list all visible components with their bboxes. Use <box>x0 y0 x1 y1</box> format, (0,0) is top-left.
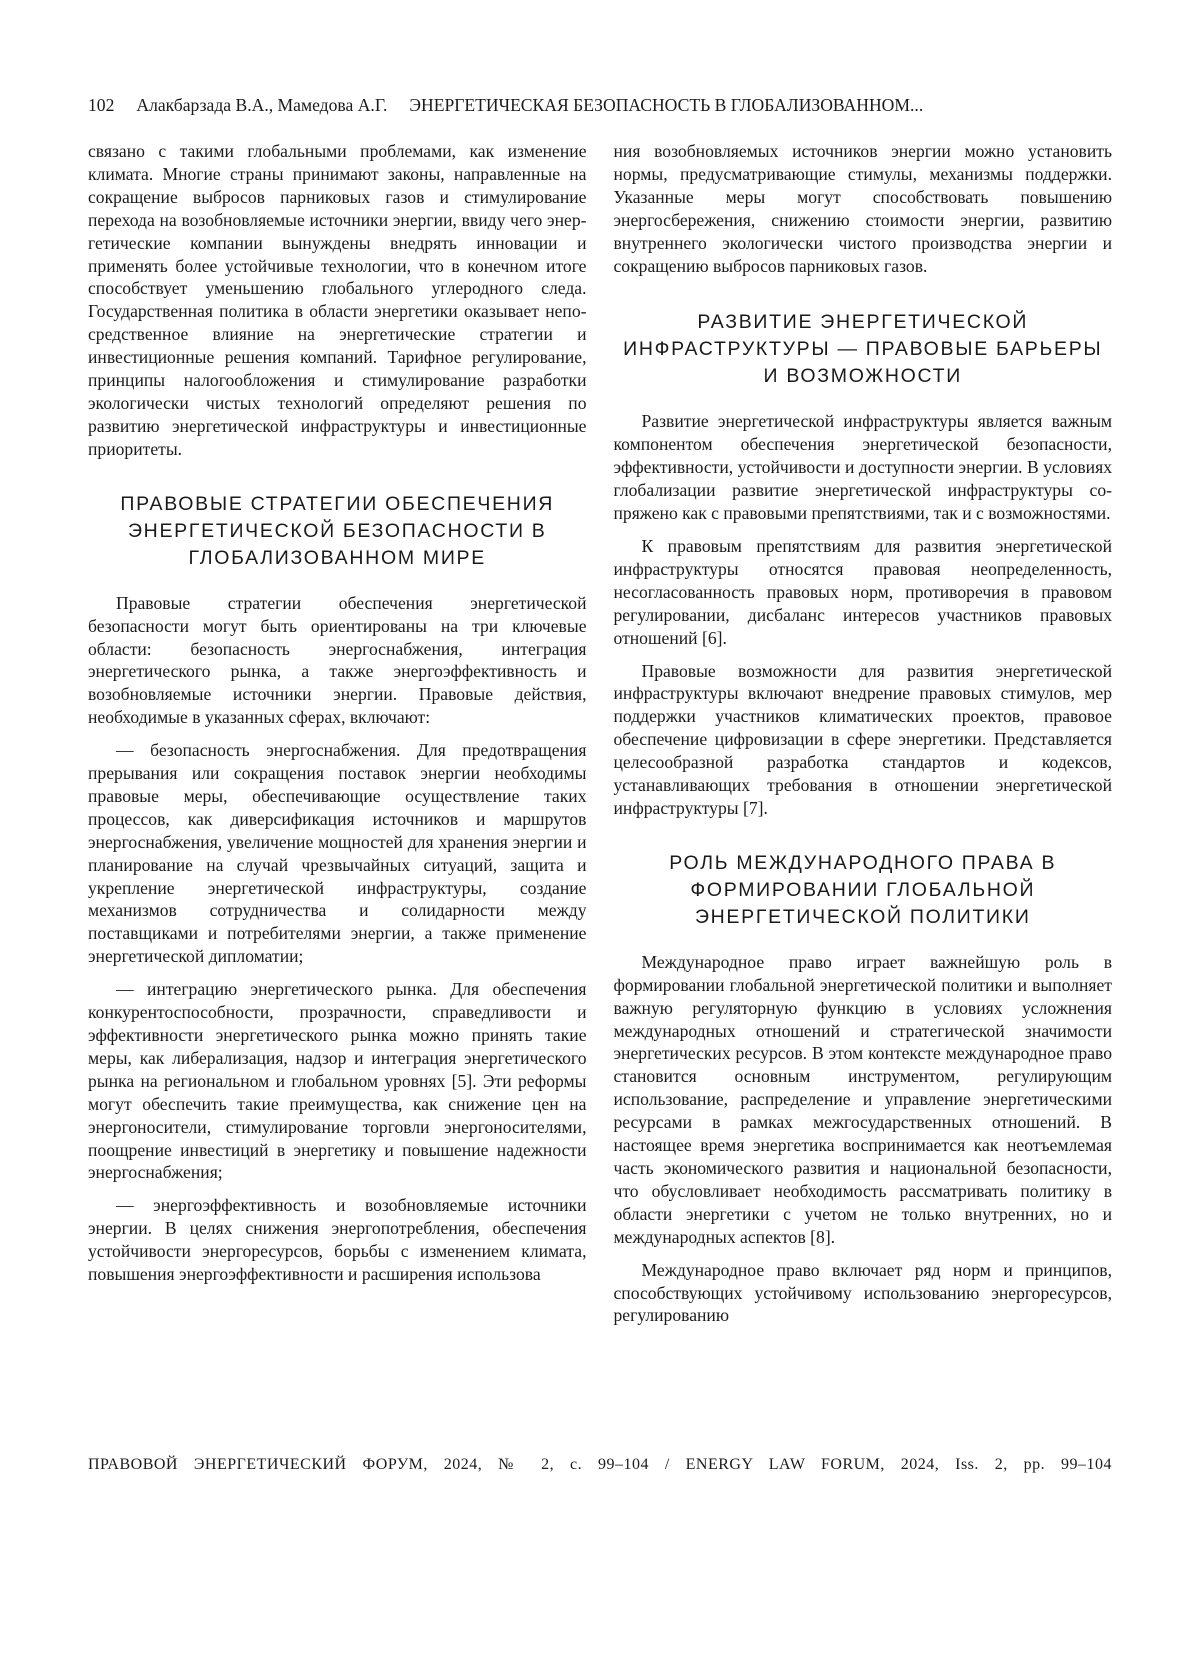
header-running-title: ЭНЕРГЕТИЧЕСКАЯ БЕЗОПАСНОСТЬ В ГЛОБАЛИЗОВАННОМ... <box>409 95 924 115</box>
paragraph: Правовые стратегии обеспечения энергетической безопасности могут быть ориентированы на три ключевые области: безопасность энергоснабжения, интеграция энергетического рынка, а также энергоэффективность и возобновляемые источники энергии. Правовые действия, необходимые в указанных сферах, включают: <box>88 592 587 728</box>
paragraph: Развитие энергетической инфраструктуры является важным компонентом обеспечения энергетической безопасности, эффективности, устойчивости и доступности энергии. В условиях глобализации развитие энергетической инфраструктуры сопряжено как с правовыми препятствиями, так и с возможностями. <box>613 411 1112 524</box>
page-number: 102 <box>88 95 115 115</box>
paragraph: связано с такими глобальными проблемами, как изменение климата. Многие страны принимают законы, направленные на сокращение выбросов парниковых газов и стимулирование перехода на возобновляемые источники энергии, ввиду чего энергетические компании вынуждены внедрять инновации и применять более устойчивые технологии, что в конечном итоге способствует уменьшению глобального углеродного следа. Государственная политика в области энергетики оказывает непосредственное влияние на энергетические стратегии и инвестиционные решения компаний. Тарифное регулирование, принципы налогообложения и стимулирование разработки экологически чистых технологий определяют решения по развитию энергетической инфраструктуры и инвестиционные приоритеты. <box>88 141 587 459</box>
section-heading: ПРАВОВЫЕ СТРАТЕГИИ ОБЕСПЕЧЕНИЯ ЭНЕРГЕТИЧЕСКОЙ БЕЗОПАСНОСТИ В ГЛОБАЛИЗОВАННОМ МИРЕ <box>120 492 555 569</box>
list-item: — энергоэффективность и возобновляемые источники энергии. В целях снижения энергопотребления, обеспечения устойчивости энергоресурсов, борьбы с изменением климата, повышения энергоэффективности и расширения использова <box>88 1195 587 1285</box>
paragraph: Международное право играет важнейшую роль в формировании глобальной энергетической политики и выполняет важную регуляторную функцию в условиях усложнения международных отношений и стратегической значимости энергетических ресурсов. В этом контексте международное право становится основным инструментом, регулирующим использование, распределение и управление энергетическими ресурсами в рамках межгосударственных отношений. В настоящее время энергетика воспринимается как неотъемлемая часть экономического развития и национальной безопасности, что обусловливает необходимость рассматривать политику в области энергетики с учетом не только внутренних, но и международных аспектов [8]. <box>613 951 1112 1247</box>
paragraph: К правовым препятствиям для развития энергетической инфраструктуры относятся правовая неопределенность, несогласованность правовых норм, противоречия в правовом регулировании, дисбаланс интересов участников правовых отношений [6]. <box>613 535 1112 648</box>
paragraph: Правовые возможности для развития энергетической инфраструктуры включают внедрение правовых стимулов, мер поддержки участников климатических проектов, правовое обеспечение цифровизации в сфере энергетики. Представляется целесообразной разработка стандартов и кодексов, устанавливающих требования в отношении энергетической инфраструктуры [7]. <box>613 660 1112 818</box>
article-body <box>88 140 1112 1337</box>
journal-footer: ПРАВОВОЙ ЭНЕРГЕТИЧЕСКИЙ ФОРУМ, 2024, № 2, с. 99–104 / ENERGY LAW FORUM, 2024, Iss. 2, pp. 99–104 <box>88 1456 1112 1473</box>
running-header <box>88 95 1112 116</box>
right-column <box>614 140 1113 1337</box>
list-item: — интеграцию энергетического рынка. Для обеспечения конкурентоспособности, прозрачности, справедливости и эффективности энергетического рынка можно принять такие меры, как либерализация, надзор и интеграция энергетического рынка на региональном и глобальном уровнях [5]. Эти реформы могут обеспечить такие преимущества, как снижение цен на энергоносители, стимулирование торговли энергоносителями, поощрение инвестиций в энергетику и повышение надежности энергоснабжения; <box>88 979 587 1183</box>
section-heading: РОЛЬ МЕЖДУНАРОДНОГО ПРАВА В ФОРМИРОВАНИИ ГЛОБАЛЬНОЙ ЭНЕРГЕТИЧЕСКОЙ ПОЛИТИКИ <box>669 851 1057 928</box>
section-heading: РАЗВИТИЕ ЭНЕРГЕТИЧЕСКОЙ ИНФРАСТРУКТУРЫ — ПРАВОВЫЕ БАРЬЕРЫ И ВОЗМОЖНОСТИ <box>623 311 1103 388</box>
left-column <box>88 140 587 1337</box>
paragraph: Международное право включает ряд норм и принципов, способствующих устойчивому использованию энергоресурсов, регулированию <box>613 1259 1112 1326</box>
list-item: — безопасность энергоснабжения. Для предотвращения прерывания или сокращения поставок энергии необходимы правовые меры, обеспечивающие осуществление таких процессов, как диверсификация источников и маршрутов энергоснабжения, увеличение мощностей для хранения энергии и планирование на случай чрезвычайных ситуаций, защита и укрепление энергетической инфраструктуры, создание механизмов сотрудничества и солидарности между поставщиками и потребителями энергии, а также применение энергетической дипломатии; <box>88 740 587 967</box>
header-authors: Алакбарзада В.А., Мамедова А.Г. <box>136 95 388 115</box>
paragraph: ния возобновляемых источников энергии можно установить нормы, предусматривающие стимулы, механизмы поддержки. Указанные меры могут способствовать повышению энергосбережения, снижению стоимости энергии, развитию внутреннего экологически чистого производства энергии и сокращению выбросов парниковых газов. <box>613 141 1112 276</box>
